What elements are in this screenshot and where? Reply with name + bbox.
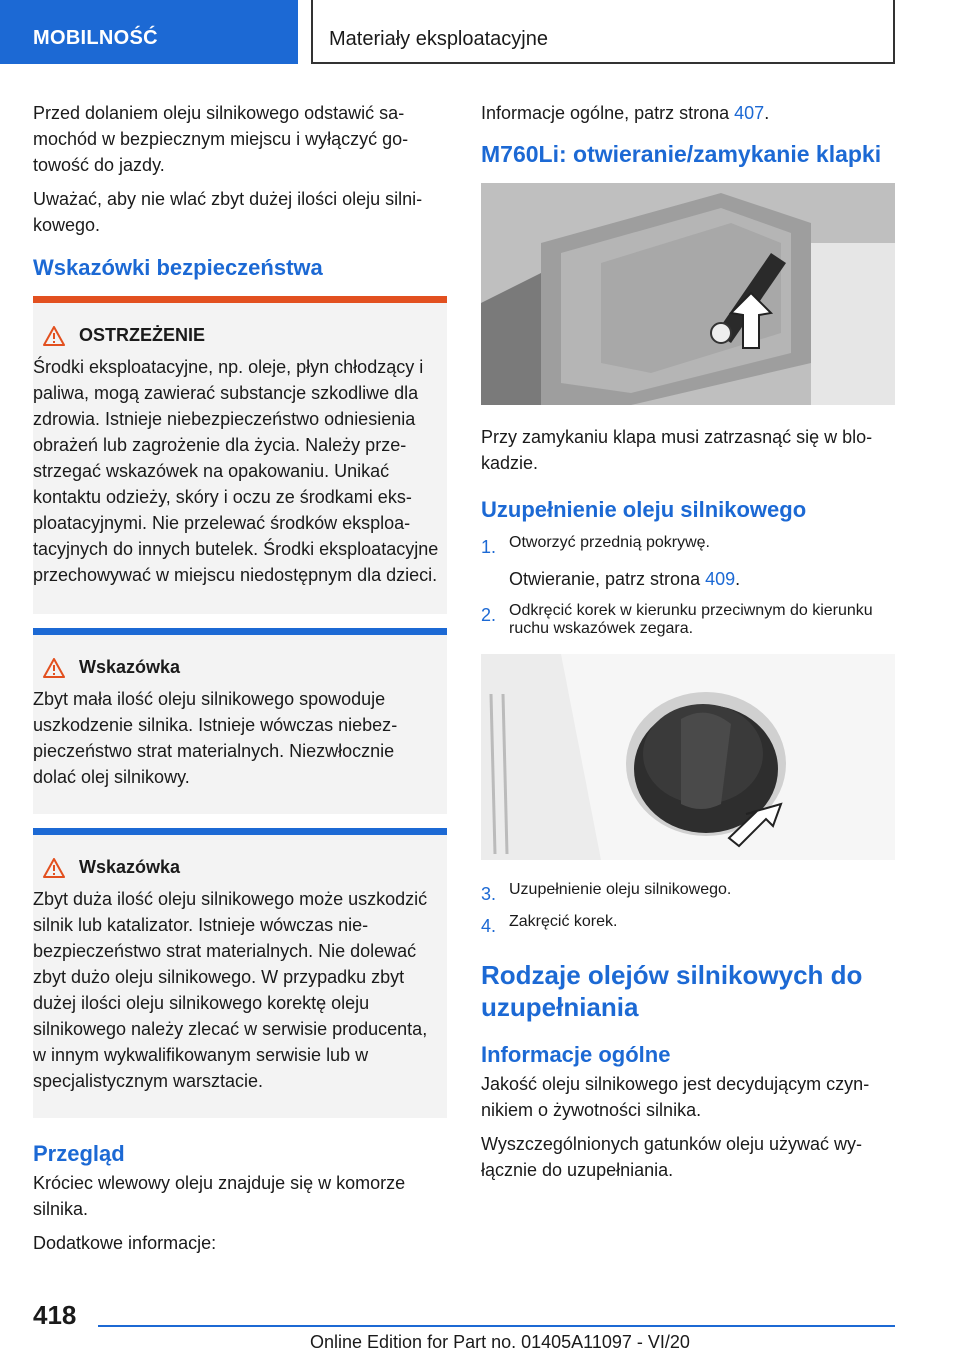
section-tab [0, 0, 298, 64]
left-column [33, 100, 447, 1264]
safety-heading: Wskazówki bezpieczeństwa [33, 255, 323, 280]
note-title-2: Wskazówka [79, 857, 181, 877]
step-number: 1. [481, 537, 497, 557]
general-info-prefix: Informacje ogólne, patrz strona [481, 103, 735, 123]
list-item [481, 881, 895, 907]
intro-paragraph-2: Uważać, aby nie wlać zbyt dużej ilości oleju silnikowego. [33, 189, 423, 235]
note-title-1: Wskazówka [79, 657, 181, 677]
step-text: Otworzyć przednią pokrywę. [509, 534, 710, 551]
general-info-reference: Informacje ogólne, patrz strona 407. [481, 103, 770, 123]
note-header-1 [43, 657, 439, 678]
note-box-1 [33, 628, 447, 814]
page-link-407[interactable]: 407 [734, 103, 765, 123]
refill-heading: Uzupełnienie oleju silnikowego [481, 497, 807, 522]
engine-bay-flap-illustration [481, 183, 895, 405]
overview-heading: Przegląd [33, 1141, 125, 1166]
overview-text: Króciec wlewowy oleju znajduje się w komorze silnika. [33, 1173, 406, 1219]
oil-filler-cap-illustration [481, 654, 895, 860]
step-number: 2. [481, 605, 497, 625]
general-info-heading: Informacje ogólne [481, 1042, 671, 1067]
intro-paragraph-1: Przed dolaniem oleju silnikowego odstawić samochód w bezpiecznym miejscu i wyłączyć gotowość do jazdy. [33, 103, 409, 175]
step-text: Odkręcić korek w kierunku przeciwnym do kierunku ruchu wskazówek zegara. [509, 602, 873, 637]
list-item [481, 534, 895, 560]
step1-reference-prefix: Otwieranie, patrz strona [509, 569, 706, 589]
chapter-label: Materiały eksploatacyjne [329, 28, 548, 50]
footer-divider [98, 1325, 895, 1327]
more-info-text: Dodatkowe informacje: [33, 1233, 217, 1253]
page-link-409[interactable]: 409 [705, 569, 736, 589]
step-number: 4. [481, 916, 497, 936]
warning-header [43, 325, 439, 346]
flap-heading: M760Li: otwieranie/zamykanie klapki [481, 141, 882, 167]
note-box-2 [33, 828, 447, 1118]
warning-triangle-icon [43, 658, 65, 678]
flap-caption: Przy zamykaniu klapa musi zatrzasnąć się w blokadzie. [481, 427, 873, 473]
step1-reference: Otwieranie, patrz strona 409. [509, 569, 741, 589]
warning-title: OSTRZEŻENIE [79, 325, 206, 345]
warning-triangle-icon [43, 858, 65, 878]
section-label: MOBILNOŚĆ [33, 27, 158, 49]
note-text-1: Zbyt mała ilość oleju silnikowego spowoduje uszkodzenie silnika. Istnieje wówczas niebezpieczeństwo strat materialnych. Niezwłocznie dolać olej silnikowy. [33, 689, 398, 787]
step-number: 3. [481, 884, 497, 904]
step-text: Zakręcić korek. [509, 913, 618, 930]
warning-box [33, 296, 447, 614]
general-info-text-2: Wyszczególnionych gatunków oleju używać wyłącznie do uzupełniania. [481, 1134, 863, 1180]
note-header-2 [43, 857, 439, 878]
step-text: Uzupełnienie oleju silnikowego. [509, 881, 732, 898]
page-number: 418 [33, 1300, 77, 1330]
general-info-text-1: Jakość oleju silnikowego jest decydującym czynnikiem o żywotności silnika. [481, 1074, 870, 1120]
warning-text: Środki eksploatacyjne, np. oleje, płyn chłodzący i paliwa, mogą zawierać substancje szkodliwe dla zdrowia. Istnieje niebezpieczeństwo odniesienia obrażeń lub zagrożenie dla życia. Należy przestrzegać wskazówek na opakowaniu. Unikać kontaktu odzieży, skóry i oczu ze środkami eksploatacyjnymi. Nie przelewać środków eksploatacyjnych do innych butelek. Środki eksploatacyjne przechowywać w miejscu niedostępnym dla dzieci. [33, 357, 439, 585]
list-item [481, 913, 895, 939]
note-text-2: Zbyt duża ilość oleju silnikowego może uszkodzić silnik lub katalizator. Istnieje wówczas niebezpieczeństwo strat materialnych. Nie dolewać zbyt dużo oleju silnikowego. W przypadku zbyt dużej ilości oleju silnikowego korektę oleju silnikowego należy zlecać w serwisie producenta, w innym wykwalifikowanym serwisie lub w specjalistycznym warsztacie. [33, 889, 428, 1091]
footer-edition: Online Edition for Part no. 01405A11097 - VI/20 [310, 1332, 690, 1352]
chapter-title [311, 0, 895, 64]
right-column [481, 100, 895, 1191]
warning-triangle-icon [43, 326, 65, 346]
list-item [481, 602, 895, 638]
oil-types-heading: Rodzaje olejów silnikowych do uzupełniania [481, 960, 863, 1022]
